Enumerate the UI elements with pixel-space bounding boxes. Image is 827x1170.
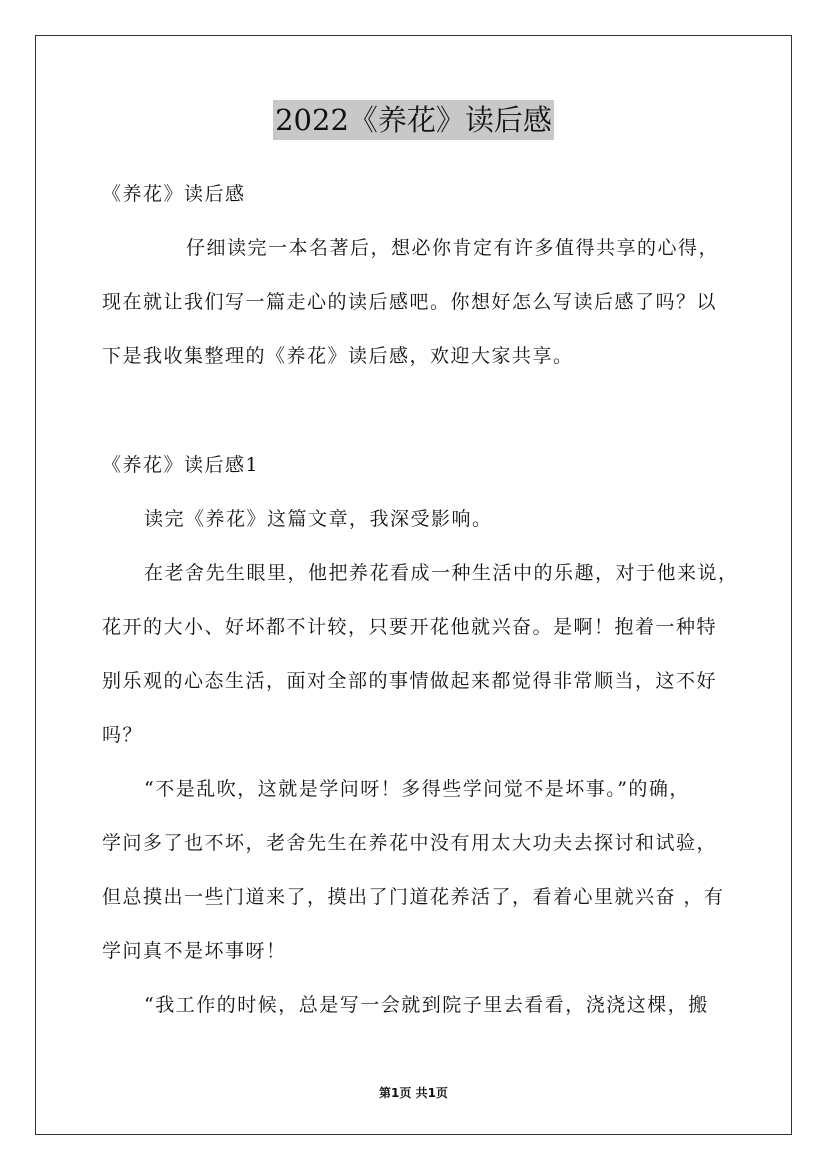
paragraph-line: 花开的大小、好坏都不计较，只要开花他就兴奋。是啊！抱着一种特 [102,616,718,638]
paragraph-line: “不是乱吹，这就是学问呀！多得些学问觉不是坏事。”的确， [144,778,690,800]
paragraph-line: “我工作的时候，总是写一会就到院子里去看看，浇浇这棵，搬 [144,994,709,1016]
title-container [0,100,827,140]
paragraph-line: 学问多了也不坏，老舍先生在养花中没有用太大功夫去探讨和试验， [102,832,718,854]
paragraph-line: 下是我收集整理的《养花》读后感，欢迎大家共享。 [102,345,574,367]
section-heading-1: 《养花》读后感1 [102,454,260,476]
paragraph-line: 现在就让我们写一篇走心的读后感吧。你想好怎么写读后感了吗？以 [102,291,718,313]
paragraph-line: 读完《养花》这篇文章，我深受影响。 [144,508,493,530]
document-title: 2022《养花》读后感 [273,100,554,140]
paragraph-line: 学问真不是坏事呀！ [102,940,287,962]
paragraph-line: 吗？ [102,724,144,746]
section-heading-intro: 《养花》读后感 [102,183,246,205]
paragraph-line: 仔细读完一本名著后，想必你肯定有许多值得共享的心得， [186,237,720,259]
paragraph-line: 在老舍先生眼里，他把养花看成一种生活中的乐趣，对于他来说， [144,562,739,584]
paragraph-line: 别乐观的心态生活，面对全部的事情做起来都觉得非常顺当，这不好 [102,670,718,692]
paragraph-line: 但总摸出一些门道来了，摸出了门道花养活了，看着心里就兴奋 ，有 [102,886,725,908]
page-number-footer: 第1页 共1页 [379,1086,448,1100]
